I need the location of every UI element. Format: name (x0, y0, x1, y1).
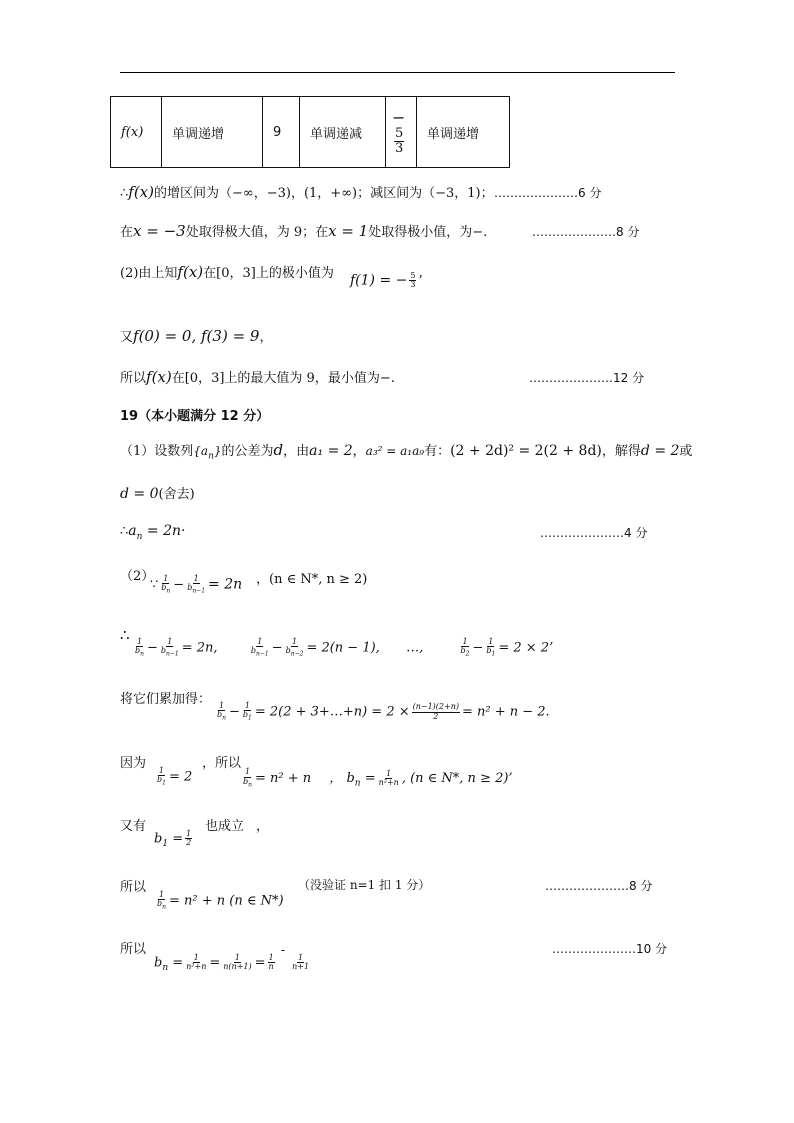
fraction-numerator: 5 (395, 126, 404, 142)
part2-recurrence (150, 575, 242, 595)
fraction-numerator: (n−1)(2+n) (412, 702, 459, 712)
part2-condition: ，(n ∈ N*, n ≥ 2) (256, 572, 368, 587)
fraction-denominator: 2 (186, 838, 192, 848)
fraction (378, 770, 400, 788)
line-text: 处取得极小值，为−. (368, 225, 488, 240)
subscript: n (136, 531, 143, 542)
subscript: n−1 (166, 650, 179, 658)
q19-part1-line (120, 440, 692, 461)
math-condition: , (n ∈ N*, n ≥ 2) (401, 771, 509, 786)
subscript: 1 (162, 838, 169, 849)
line-text: 在[0，3]上的极小值为 (203, 266, 334, 281)
fraction (291, 954, 310, 972)
minus-sign: − (392, 108, 406, 128)
seq-a: {a (193, 444, 209, 458)
sum-formula: $\frac{1}{b_n}$ − $\frac{1}{b_1}$ = 2(2 + 3+…+n) = 2 × $\frac{(n-1)(2+n)}{2}$ = n² + n − 2. (217, 701, 550, 722)
subscript: n (208, 451, 214, 462)
max-min-line (120, 367, 395, 386)
subscript: n−1 (255, 650, 269, 658)
fraction-denominator: $b_{n-1}$ (160, 646, 179, 658)
fraction (222, 954, 252, 972)
math-eq: = n² + n (n ∈ N*) (169, 893, 284, 909)
fraction-denominator: $b_{n-1}$ (250, 646, 269, 658)
part2-label: （2） (120, 569, 155, 584)
fraction-numerator: 1 (167, 637, 173, 646)
math-x-neg3: x = −3 (133, 222, 186, 240)
so-label: 所以 (120, 880, 147, 895)
score-6: …………………6 分 (494, 186, 602, 200)
line-text: 的公差为 (221, 444, 274, 459)
subscript: 1 (248, 714, 252, 722)
math-fx: f(x) (177, 263, 204, 281)
reciprocal-bn-result (154, 891, 284, 911)
min-value-formula (350, 272, 423, 290)
math-d2: d = 2 (640, 443, 680, 459)
table-cell: 单调递减 (300, 97, 386, 168)
fraction (485, 638, 496, 658)
fraction-denominator: $b_2$ (460, 646, 470, 658)
fraction (409, 272, 416, 290)
math-eq: = 2 (168, 769, 193, 785)
fraction (242, 702, 253, 722)
b1-equals-2 (154, 767, 192, 787)
math-endpoints: f(0) = 0, f(3) = 9 (133, 327, 260, 345)
line-text: （1）设数列 (120, 444, 194, 459)
also-label: 又有 (120, 819, 147, 834)
fraction-denominator: $b_n$ (217, 710, 226, 722)
subscript: n (248, 781, 252, 789)
line-text: 有： (424, 444, 451, 459)
fraction-denominator: 3 (395, 141, 404, 156)
fraction (460, 638, 471, 658)
therefore-symbol: ∴ (120, 186, 129, 201)
fraction-numerator: 1 (163, 574, 169, 583)
fraction-numerator: 1 (462, 637, 468, 646)
because-label: 因为 (120, 756, 147, 771)
punct: ， (256, 819, 270, 834)
line-text: ， (352, 444, 366, 459)
math-term: = 2n, (181, 640, 218, 656)
fraction-numerator: 1 (268, 953, 274, 962)
line-text: 又 (120, 330, 134, 345)
punct: ’ (508, 771, 513, 786)
fraction-denominator: n(n+1) (223, 962, 252, 972)
fraction (412, 703, 460, 721)
table-cell: 单调递增 (162, 97, 263, 168)
fraction-denominator: 3 (410, 280, 416, 290)
subscript: n (166, 587, 171, 595)
fraction-numerator: 1 (386, 768, 392, 778)
subscript: n (162, 962, 169, 973)
fraction (160, 575, 171, 595)
math-2n: = 2n· (142, 523, 186, 539)
fraction-numerator: 1 (244, 767, 251, 777)
question-19-title: 19（本小题满分 12 分） (120, 409, 270, 424)
so-label: 所以 (120, 942, 147, 957)
fraction-numerator: 1 (136, 637, 143, 646)
fraction-numerator: 1 (218, 701, 225, 710)
fraction-denominator (160, 584, 171, 595)
line-text: 在[0，3]上的最大值为 9，最小值为−. (171, 371, 395, 386)
table-cell: 9 (263, 97, 300, 168)
math-eq: = (168, 831, 184, 847)
fraction (216, 702, 227, 722)
math-eq: = (360, 771, 376, 786)
bn-final-formula (154, 943, 312, 973)
math-seq (193, 444, 222, 462)
fraction-denominator: $b_1$ (242, 710, 252, 722)
b: b (154, 831, 163, 847)
sum-label: 将它们累加得： (120, 692, 212, 707)
math-sum: = 2(2 + 3+…+n) = 2 × (254, 704, 410, 720)
subscript: n (162, 903, 166, 911)
subscript: n−2 (290, 650, 304, 658)
line-text: 处取得极大值，为 9；在 (185, 225, 329, 240)
score-8: …………………8 分 (545, 879, 653, 893)
fraction (185, 830, 192, 848)
fraction (156, 891, 167, 911)
math-fx: f(x) (128, 183, 154, 201)
b: b (161, 583, 167, 593)
fraction-denominator: n+1 (292, 962, 310, 972)
also-holds (205, 815, 269, 834)
subscript: n (222, 714, 226, 722)
math-a1: a₁ = 2 (309, 443, 353, 459)
extremum-line (120, 221, 487, 240)
line-text: ，由 (283, 444, 310, 459)
subscript: n (354, 778, 361, 789)
telescoping-terms: $\frac{1}{b_n}$ − $\frac{1}{b_{n-1}}$ = 2n, $\frac{1}{b_{n-1}}$ − $\frac{1}{b_{n-2}}$ = 2(n − 1), …, $\frac{1}{b_2}$ − $\frac{1}{b_1}$ = 2 × 2’ (135, 637, 554, 658)
fraction (156, 767, 167, 787)
fraction-numerator: 1 (193, 953, 199, 962)
fraction-denominator (186, 584, 206, 595)
fraction-numerator: 1 (291, 637, 298, 646)
fraction-denominator: n²+n (378, 778, 399, 787)
math-2n: = 2n (208, 576, 243, 593)
math-eq: = (209, 955, 221, 971)
because-symbol: ∵ (150, 577, 159, 593)
fraction-numerator: 1 (158, 766, 165, 775)
fraction (285, 638, 305, 658)
fraction-numerator: 1 (257, 637, 263, 646)
bn-formula (240, 767, 513, 789)
table-row (111, 97, 510, 168)
fraction-denominator: $b_1$ (157, 775, 166, 787)
seq-end: } (213, 444, 222, 458)
fraction (185, 954, 207, 972)
math-f1: f(1) = − (350, 272, 408, 289)
math-term: = 2(n − 1), (306, 640, 380, 656)
fraction-denominator: n (268, 962, 274, 972)
punct: ， (259, 330, 273, 345)
fraction (186, 575, 206, 595)
line-text: 所以 (120, 371, 147, 386)
math-eq: = (254, 955, 266, 971)
math-d: d (273, 441, 284, 459)
fraction-denominator: $b_{n-2}$ (285, 646, 304, 658)
fraction (268, 954, 275, 972)
line-text: 的增区间为（−∞，−3)，(1，+∞)；减区间为（−3，1)； (154, 186, 494, 201)
fraction (134, 638, 145, 658)
line-text: 也成立 (205, 819, 245, 834)
fraction-numerator: 1 (193, 574, 199, 583)
endpoint-values-line (120, 326, 272, 345)
fraction (242, 768, 253, 788)
math-result: = n² + n − 2. (461, 704, 550, 720)
fraction-numerator: 1 (298, 953, 304, 962)
fraction-denominator: $b_n$ (243, 776, 252, 789)
fraction-numerator: 1 (158, 890, 165, 899)
math-term: = 2 × 2 (498, 640, 550, 656)
fraction-numerator: 1 (186, 829, 192, 838)
math-equation: (2 + 2d)² = 2(2 + 8d) (450, 443, 602, 459)
fraction-denominator: $b_n$ (157, 899, 166, 911)
deduction-note: （没验证 n=1 扣 1 分） (298, 878, 431, 892)
an-result-line (120, 523, 185, 542)
table-cell-fx: f(x) (111, 97, 162, 168)
fraction-denominator: $b_n$ (135, 646, 144, 658)
b: b (187, 583, 193, 593)
line-text: (舍去) (158, 487, 195, 502)
line-text: (2)由上知 (120, 266, 178, 281)
increase-interval-line (120, 182, 494, 201)
subscript: 1 (162, 779, 166, 787)
fraction-numerator: 1 (234, 953, 240, 962)
part2-intro-line (120, 262, 334, 281)
subscript: n (140, 650, 144, 658)
math-fx: f(x) (146, 368, 172, 386)
subscript: 1 (491, 650, 496, 658)
fraction-denominator: $b_1$ (486, 646, 496, 658)
fraction (394, 127, 404, 155)
b1-half (154, 830, 194, 849)
punct: ， (329, 771, 343, 786)
score-12: …………………12 分 (529, 371, 645, 385)
therefore-symbol: ∴ (120, 524, 129, 539)
so-label: ，所以 (202, 756, 242, 771)
score-4: …………………4 分 (540, 526, 648, 540)
ellipsis: …, (406, 640, 424, 656)
minus: − (173, 577, 185, 593)
fraction-denominator: 2 (433, 711, 439, 721)
math-a3: a₃² = a₁a₉ (365, 444, 425, 458)
therefore-symbol: ∴ (120, 626, 130, 644)
line-text: 在 (120, 225, 134, 240)
math-a: a (128, 523, 137, 539)
punct: ’ (549, 640, 554, 656)
math-x-1: x = 1 (328, 222, 369, 240)
monotonicity-table (110, 96, 510, 168)
fraction-numerator: 1 (244, 701, 250, 710)
score-8: …………………8 分 (532, 225, 640, 239)
fraction-denominator: n²+n (186, 962, 207, 972)
score-10: …………………10 分 (552, 942, 668, 956)
minus: - (280, 943, 286, 959)
b: b (154, 955, 163, 971)
header-rule (120, 72, 675, 73)
table-cell-fraction (386, 97, 417, 168)
line-text: 或 (679, 444, 693, 459)
math-eq: = (168, 955, 184, 971)
punct: ’ (418, 273, 423, 289)
b: b (346, 771, 355, 786)
math-eq: = n² + n (255, 771, 312, 786)
q19-d0-line (120, 483, 195, 502)
fraction-numerator: 1 (488, 637, 494, 646)
table-cell: 单调递增 (417, 97, 510, 168)
fraction (250, 638, 270, 658)
math-d0: d = 0 (120, 486, 159, 502)
line-text: ，解得 (601, 444, 641, 459)
fraction-numerator: 5 (410, 271, 416, 280)
subscript: 2 (465, 650, 470, 658)
subscript: n−1 (192, 587, 206, 595)
fraction (160, 638, 180, 658)
